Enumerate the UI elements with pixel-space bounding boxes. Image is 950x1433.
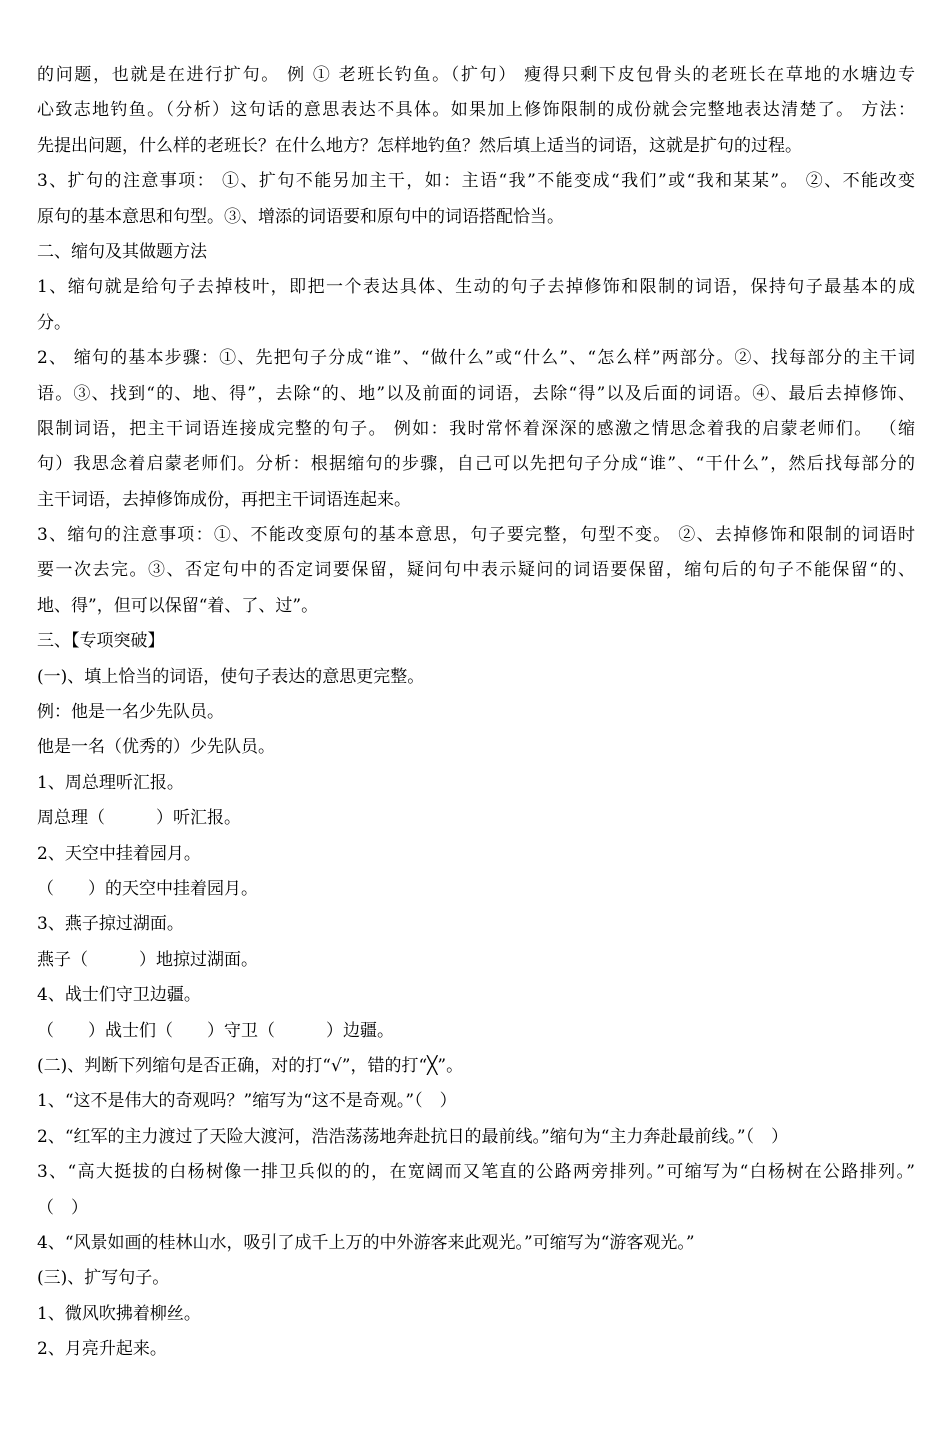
text-line: 1、周总理听汇报。 xyxy=(37,772,184,793)
text-line: (三)、扩写句子。 xyxy=(37,1268,170,1289)
text-line: 3、“高大挺拔的白杨树像一排卫兵似的的，在宽阔而又笔直的公路两旁排列。”可缩写为“白杨树在公路排列。” xyxy=(37,1162,915,1183)
text-line: 4、“风景如画的桂林山水，吸引了成千上万的中外游客来此观光。”可缩写为“游客观光。” xyxy=(37,1232,695,1253)
text-line: 原句的基本意思和句型。③、增添的词语要和原句中的词语搭配恰当。 xyxy=(37,206,564,227)
text-line: (一)、填上恰当的词语，使句子表达的意思更完整。 xyxy=(37,666,425,687)
text-line: 3、缩句的注意事项：①、不能改变原句的基本意思，句子要完整，句型不变。 ②、去掉修饰和限制的词语时 xyxy=(37,525,915,546)
text-line: 1、“这不是伟大的奇观吗？”缩写为“这不是奇观。”（ ） xyxy=(37,1091,457,1112)
text-line: 2、“红军的主力渡过了天险大渡河，浩浩荡荡地奔赴抗日的最前线。”缩句为“主力奔赴最前线。”（ ） xyxy=(37,1126,789,1147)
text-line: 主干词语，去掉修饰成份，再把主干词语连起来。 xyxy=(37,489,411,510)
text-line: （ ）战士们（ ）守卫（ ）边疆。 xyxy=(37,1020,394,1041)
text-line: （ ）的天空中挂着园月。 xyxy=(37,878,258,899)
text-line: 限制词语，把主干词语连接成完整的句子。 例如：我时常怀着深深的感激之情思念着我的启蒙老师们。 （缩 xyxy=(37,418,915,439)
text-line: 周总理（ ）听汇报。 xyxy=(37,808,241,829)
text-line: 2、天空中挂着园月。 xyxy=(37,843,201,864)
text-line: 燕子（ ）地掠过湖面。 xyxy=(37,949,258,970)
text-line: 二、缩句及其做题方法 xyxy=(37,241,207,262)
text-line: 分。 xyxy=(37,312,71,333)
text-line: 语。③、找到“的、地、得”，去除“的、地”以及前面的词语，去除“得”以及后面的词语。④、最后去掉修饰、 xyxy=(37,383,915,404)
text-line: 3、燕子掠过湖面。 xyxy=(37,914,184,935)
text-line: 1、缩句就是给句子去掉枝叶，即把一个表达具体、生动的句子去掉修饰和限制的词语，保持句子最基本的成 xyxy=(37,277,915,298)
text-line: 3、扩句的注意事项： ①、扩句不能另加主干，如：主语“我”不能变成“我们”或“我和某某”。 ②、不能改变 xyxy=(37,171,915,192)
text-line: 先提出问题，什么样的老班长？在什么地方？怎样地钓鱼？然后填上适当的词语，这就是扩句的过程。 xyxy=(37,135,802,156)
text-line: (二)、判断下列缩句是否正确，对的打“√”，错的打“╳”。 xyxy=(37,1055,464,1076)
text-line: 心致志地钓鱼。（分析）这句话的意思表达不具体。如果加上修饰限制的成份就会完整地表达清楚了。 方法： xyxy=(37,100,915,121)
text-line: 2、 缩句的基本步骤：①、先把句子分成“谁”、“做什么”或“什么”、“怎么样”两部分。②、找每部分的主干词 xyxy=(37,348,915,369)
text-line: 4、战士们守卫边疆。 xyxy=(37,985,201,1006)
document-page xyxy=(37,58,915,1367)
text-line: 句）我思念着启蒙老师们。分析：根据缩句的步骤，自己可以先把句子分成“谁”、“干什么”，然后找每部分的 xyxy=(37,454,915,475)
text-line: 2、月亮升起来。 xyxy=(37,1339,167,1360)
text-line: （ ） xyxy=(37,1197,88,1218)
text-line: 的问题，也就是在进行扩句。 例 ① 老班长钓鱼。（扩句） 瘦得只剩下皮包骨头的老班长在草地的水塘边专 xyxy=(37,65,915,85)
text-line: 要一次去完。③、否定句中的否定词要保留，疑问句中表示疑问的词语要保留，缩句后的句子不能保留“的、 xyxy=(37,560,915,581)
text-line: 三、【专项突破】 xyxy=(37,631,165,652)
text-line: 地、得”，但可以保留“着、了、过”。 xyxy=(37,595,319,616)
text-line: 他是一名（优秀的）少先队员。 xyxy=(37,737,275,758)
text-line: 例：他是一名少先队员。 xyxy=(37,702,224,723)
text-line: 1、微风吹拂着柳丝。 xyxy=(37,1303,201,1324)
